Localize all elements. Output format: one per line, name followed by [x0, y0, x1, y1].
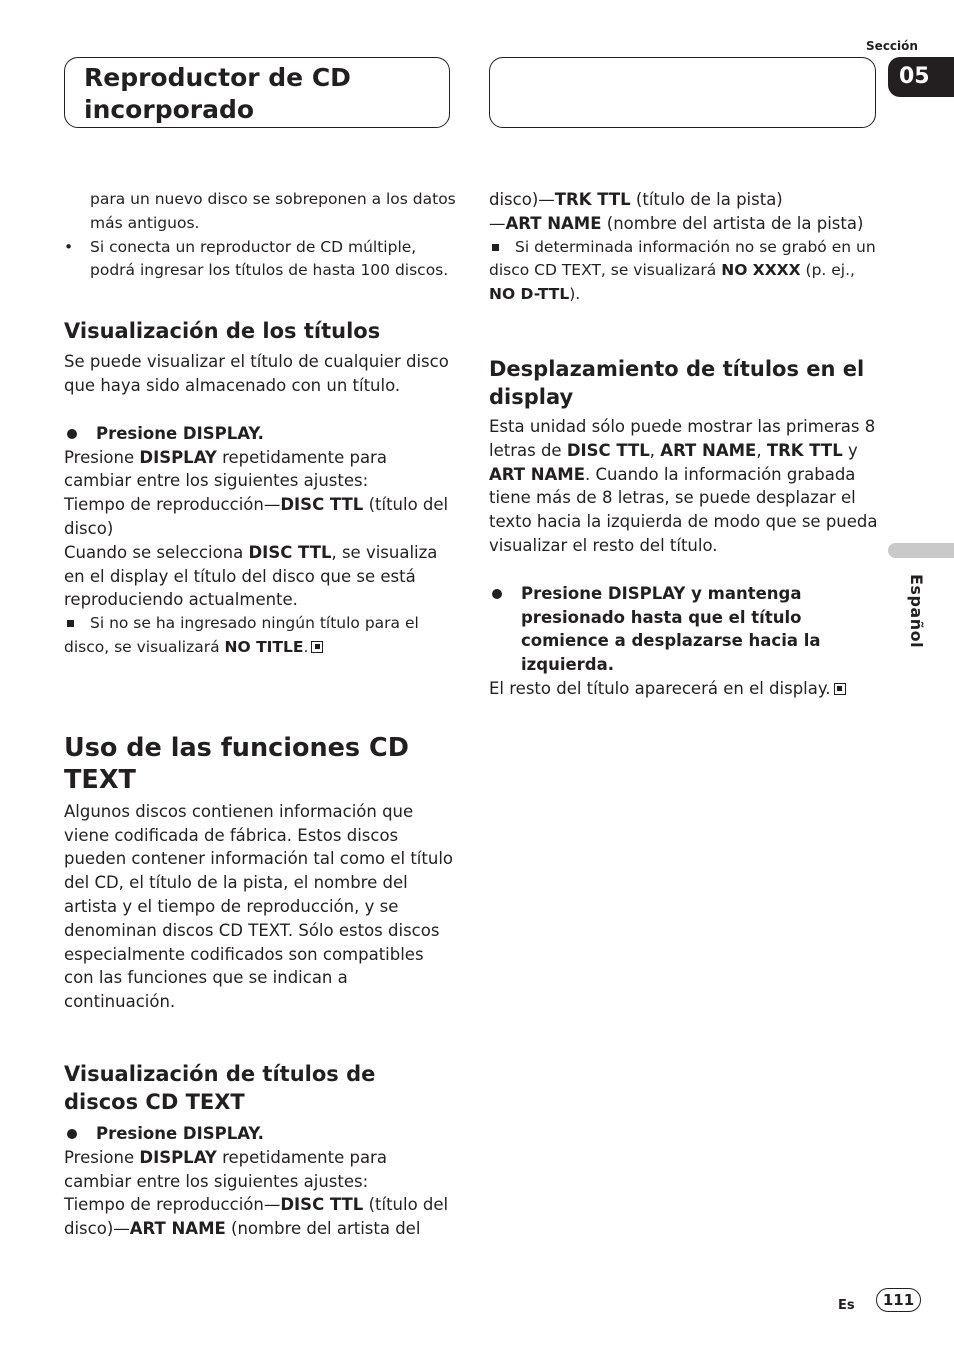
- cd-text-note: Si determinada información no se grabó en un disco CD TEXT, se visualizará NO XXXX (p. ej., NO D-TTL).: [489, 237, 876, 304]
- right-column: [489, 188, 881, 701]
- heading-uso-cd-text: Uso de las funciones CD TEXT: [64, 732, 409, 795]
- section4-step: Presione DISPLAY y mantenga presionado hasta que el título comience a desplazarse hacia la izquierda.: [489, 582, 881, 677]
- section1-selected: Cuando se selecciona DISC TTL, se visualiza en el display el título del disco que se está reproduciendo actualmente.: [64, 542, 438, 610]
- note-square-icon: [492, 244, 499, 251]
- step-bullet-icon: [492, 589, 502, 599]
- header-empty-box: [489, 57, 876, 128]
- section3-options: Tiempo de reproducción—DISC TTL (título del disco)—ART NAME (nombre del artista del: [64, 1195, 449, 1239]
- step-bullet-icon: [67, 429, 77, 439]
- section-number-tab: 05: [888, 57, 954, 97]
- section1-detail: Presione DISPLAY repetidamente para cambiar entre los siguientes ajustes:: [64, 447, 387, 491]
- section1-option: Tiempo de reproducción—DISC TTL (título del disco): [64, 495, 449, 538]
- heading-visualizacion-cd-text: Visualización de títulos de discos CD TEXT: [64, 1061, 376, 1114]
- section4-result: El resto del título aparecerá en el display.: [489, 677, 881, 701]
- heading-desplazamiento: Desplazamiento de títulos en el display: [489, 356, 865, 409]
- page-number: 111: [876, 1288, 921, 1312]
- intro-bullet: • Si conecta un reproductor de CD múltiple, podrá ingresar los títulos de hasta 100 discos.: [64, 236, 456, 284]
- intro-continuation: para un nuevo disco se sobreponen a los datos más antiguos.: [90, 190, 456, 232]
- section1-text: Se puede visualizar el título de cualquier disco que haya sido almacenado con un título.: [64, 352, 449, 395]
- footer-language-code: Es: [838, 1298, 855, 1313]
- end-mark-icon: [311, 641, 323, 653]
- section1-note: Si no se ha ingresado ningún título para el disco, se visualizará NO TITLE.: [64, 614, 419, 656]
- note-square-icon: [67, 620, 74, 627]
- chapter-title: Reproductor de CD incorporado: [84, 63, 351, 124]
- section3-detail: Presione DISPLAY repetidamente para cambiar entre los siguientes ajustes:: [64, 1147, 387, 1191]
- section-label: Sección: [866, 39, 918, 53]
- section2-text: Algunos discos contienen información que viene codificada de fábrica. Estos discos pueden contener información tal como el título del CD, el título de la pista, el nombre del artista y el tiempo de reproducción, y se denominan discos CD TEXT. Sólo estos discos especialmente codificados son compatibles con las funciones que se indican a continuación.: [64, 801, 453, 1012]
- heading-visualizacion-titulos: Visualización de los títulos: [64, 319, 381, 344]
- section3-step: Presione DISPLAY.: [64, 1122, 456, 1146]
- language-tab-marker: [888, 543, 954, 558]
- section4-text: Esta unidad sólo puede mostrar las primeras 8 letras de DISC TTL, ART NAME, TRK TTL y ART NAME. Cuando la información grabada tiene más de 8 letras, se puede desplazar el texto hacia la izquierda de modo que se pueda visualizar el resto del título.: [489, 416, 878, 555]
- language-label: Español: [907, 574, 926, 649]
- left-column: [64, 188, 456, 1241]
- step-bullet-icon: [67, 1129, 77, 1139]
- options-continuation: disco)—TRK TTL (título de la pista) —ART NAME (nombre del artista de la pista): [489, 190, 864, 233]
- end-mark-icon: [834, 683, 846, 695]
- section1-step: Presione DISPLAY.: [64, 422, 456, 446]
